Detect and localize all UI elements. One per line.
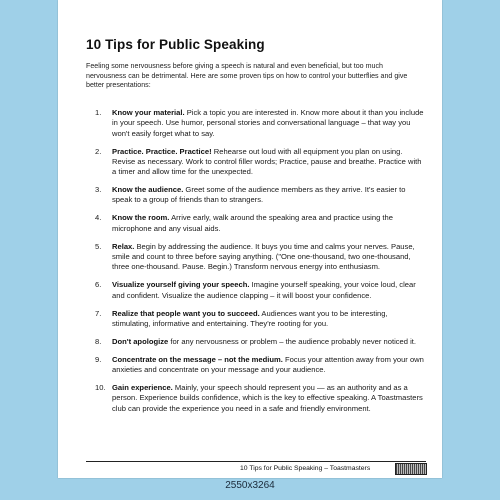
tip-number: 1. [95, 108, 102, 117]
toastmasters-logo [395, 463, 427, 475]
tip-text: Pick a topic you are interested in. Know more about it than you include in your speech. Use humor, personal stories and conversational language – that way you won't easily forget what to say. [112, 108, 424, 138]
tip-item-10 [95, 383, 425, 414]
tip-text: Begin by addressing the audience. It buys you time and calms your nerves. Pause, smile and count to three before saying anything. ("One one-thousand, two one-thousand, three one-thousand. Pause. Begin.) Transform nervous energy into enthusiasm. [112, 241, 415, 272]
tip-heading: Concentrate on the message – not the medium. [112, 354, 283, 364]
tip-number: 5. [95, 241, 102, 251]
tip-text: Greet some of the audience members as they arrive. It's easier to speak to a group of friends than to strangers. [112, 185, 406, 205]
tips-list [95, 108, 425, 422]
tip-number: 3. [95, 185, 102, 195]
tip-number: 9. [95, 354, 102, 364]
tip-text: for any nervousness or problem – the audience probably never noticed it. [168, 336, 417, 346]
tip-heading: Know the room. [112, 213, 170, 223]
tip-heading: Gain experience. [112, 383, 173, 393]
tip-number: 2. [95, 146, 102, 156]
tip-text: Focus your attention away from your own anxieties and concentrate on your message and your audience. [112, 354, 424, 375]
page-title: 10 Tips for Public Speaking [86, 37, 265, 52]
tip-item-4 [95, 213, 425, 234]
tip-item-6 [95, 280, 425, 301]
tip-item-7 [95, 309, 425, 330]
footer-text: 10 Tips for Public Speaking – Toastmasters [240, 465, 371, 472]
tip-number: 8. [95, 336, 102, 346]
tip-item-2 [95, 147, 425, 178]
tip-number: 6. [95, 280, 102, 290]
tip-text: Arrive early, walk around the speaking area and practice using the microphone and any visual aids. [112, 213, 393, 233]
tip-number: 7. [95, 308, 102, 318]
tip-heading: Relax. [112, 241, 135, 251]
document-page [58, 0, 442, 478]
tip-heading: Know your material. [112, 108, 185, 117]
intro-paragraph: Feeling some nervousness before giving a speech is natural and even beneficial, but too much nervousness can be detrimental. Here are some proven tips on how to control your butterflies and give better presentations: [86, 62, 408, 90]
tip-item-3 [95, 185, 425, 206]
tip-text: Mainly, your speech should represent you — as an authority and as a person. Experience builds confidence, which is the key to effective speaking. A Toastmasters club can provide the experience you need in a safe and friendly environment. [112, 383, 423, 413]
tip-item-9 [95, 355, 425, 376]
tip-heading: Practice. Practice. Practice! [112, 146, 212, 156]
tip-heading: Don't apologize [112, 336, 169, 346]
tip-item-5 [95, 242, 425, 273]
tip-heading: Visualize yourself giving your speech. [112, 280, 250, 290]
tip-number: 4. [95, 213, 102, 223]
tip-text: Imagine yourself speaking, your voice loud, clear and confident. Visualize the audience clapping – it will boost your confidence. [112, 280, 416, 300]
tip-heading: Realize that people want you to succeed. [112, 308, 260, 318]
image-dimensions-caption: 2550x3264 [225, 480, 275, 491]
footer-divider [86, 461, 426, 462]
tip-text: Audiences want you to be interesting, stimulating, informative and entertaining. They're rooting for you. [112, 308, 388, 328]
tip-number: 10. [95, 383, 106, 393]
tip-item-1 [95, 108, 425, 139]
tip-heading: Know the audience. [112, 185, 184, 195]
tip-item-8 [95, 337, 425, 347]
tip-text: Rehearse out loud with all equipment you plan on using. Revise as necessary. Work to control filler words; Practice, pause and breathe. Practice with a timer and allow time for the unexpected. [112, 146, 422, 177]
